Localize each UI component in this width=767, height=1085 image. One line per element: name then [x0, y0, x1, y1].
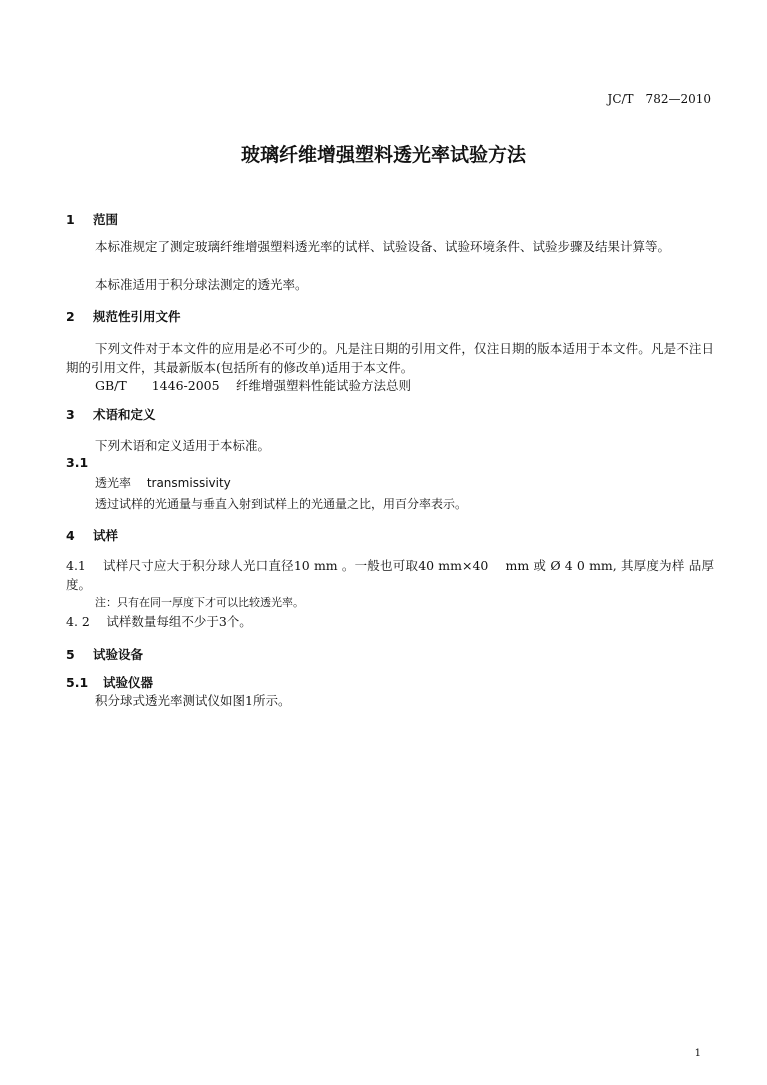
section-1-paragraph-2: 本标准适用于积分球法测定的透光率。	[95, 277, 308, 292]
subsection-5-1-heading	[66, 673, 153, 691]
term-definition: 透过试样的光通量与垂直入射到试样上的光通量之比，用百分率表示。	[95, 497, 468, 511]
section-number: 2	[66, 309, 75, 324]
section-number: 5	[66, 647, 75, 662]
section-5-paragraph-1: 积分球式透光率测试仪如图1所示。	[95, 693, 291, 708]
section-4-heading	[66, 526, 118, 544]
normative-reference: GB/T 1446-2005 纤维增强塑料性能试验方法总则	[95, 378, 412, 393]
section-1-paragraph-1: 本标准规定了测定玻璃纤维增强塑料透光率的试样、试验设备、试验环境条件、试验步骤及结果计算等。	[95, 239, 671, 254]
term-entry: 透光率 transmissivity	[95, 476, 231, 490]
section-5-heading	[66, 645, 143, 663]
section-3-paragraph-1: 下列术语和定义适用于本标准。	[95, 438, 271, 453]
section-title: 试样	[93, 528, 119, 543]
clause-4-note: 注：只有在同一厚度下才可以比较透光率。	[95, 596, 304, 609]
subsection-number: 5.1	[66, 675, 89, 690]
section-2-heading	[66, 307, 181, 325]
section-title: 试验设备	[93, 647, 144, 662]
clause-4-1: 4.1 试样尺寸应大于积分球人光口直径10 mm 。一般也可取40 mm×40 mm 或 Ø 4 0 mm, 其厚度为样 品厚度。	[66, 558, 714, 592]
subsection-title: 试验仪器	[103, 675, 154, 690]
section-number: 1	[66, 212, 75, 227]
clause-4-2: 4. 2 试样数量每组不少于3个。	[66, 614, 252, 629]
section-2-paragraph-1: 下列文件对于本文件的应用是必不可少的。凡是注日期的引用文件，仅注日期的版本适用于本文件。凡是不注日期的引用文件，其最新版本(包括所有的修改单)适用于本文件。	[66, 341, 714, 375]
section-number: 3	[66, 407, 75, 422]
document-title: 玻璃纤维增强塑料透光率试验方法	[240, 144, 526, 166]
section-3-heading	[66, 405, 156, 423]
section-title: 范围	[93, 212, 119, 227]
subsection-3-1-number: 3.1	[66, 455, 89, 470]
section-1-heading	[66, 210, 118, 228]
page-number: 1	[694, 1048, 701, 1059]
standard-code: JC/T 782—2010	[607, 92, 711, 106]
section-number: 4	[66, 528, 75, 543]
section-title: 术语和定义	[93, 407, 156, 422]
section-title: 规范性引用文件	[93, 309, 181, 324]
